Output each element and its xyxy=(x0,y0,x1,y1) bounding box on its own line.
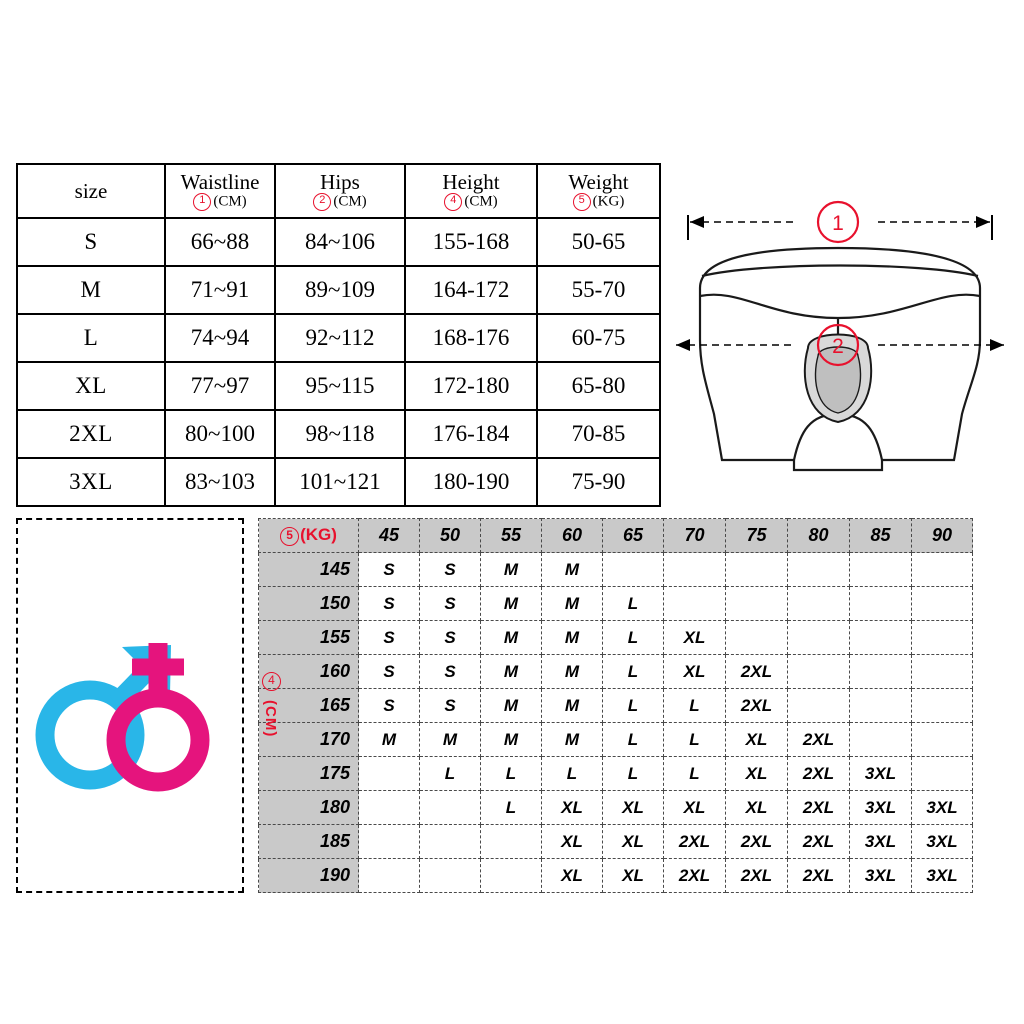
cell-waistline: 66~88 xyxy=(165,218,275,266)
matrix-cell: L xyxy=(603,757,664,791)
matrix-cell xyxy=(359,859,420,893)
cell-height: 155-168 xyxy=(405,218,537,266)
matrix-cell: L xyxy=(420,757,481,791)
table-row xyxy=(17,458,660,506)
matrix-cell: XL xyxy=(726,757,788,791)
matrix-row xyxy=(259,621,973,655)
table-row xyxy=(17,362,660,410)
matrix-cell: 2XL xyxy=(788,757,850,791)
marker-1-icon: 1 xyxy=(193,193,211,211)
matrix-cell: L xyxy=(664,689,726,723)
matrix-cell: 3XL xyxy=(850,757,912,791)
cell-weight: 70-85 xyxy=(537,410,660,458)
matrix-cell: M xyxy=(542,553,603,587)
cell-size: 2XL xyxy=(17,410,165,458)
header-cell-height xyxy=(405,164,537,218)
matrix-row-head-height: 150 xyxy=(259,587,359,621)
size-chart-table xyxy=(16,163,661,507)
matrix-cell: S xyxy=(420,587,481,621)
matrix-cell: S xyxy=(359,621,420,655)
table-row xyxy=(17,266,660,314)
marker-2-text: 2 xyxy=(832,335,844,358)
matrix-cell: XL xyxy=(664,621,726,655)
matrix-cell xyxy=(359,791,420,825)
matrix-cell xyxy=(788,655,850,689)
header-unit-height: (CM) xyxy=(464,193,498,210)
matrix-cell: XL xyxy=(603,859,664,893)
marker-4-icon: 4 xyxy=(444,193,462,211)
matrix-col-head-weight: 55 xyxy=(481,519,542,553)
matrix-row xyxy=(259,553,973,587)
marker-1-text: 1 xyxy=(832,212,844,235)
matrix-cell: 3XL xyxy=(912,825,973,859)
matrix-cell xyxy=(912,757,973,791)
matrix-row-head-height: 160 xyxy=(259,655,359,689)
matrix-cell xyxy=(850,723,912,757)
cell-hips: 92~112 xyxy=(275,314,405,362)
header-label-waistline: Waistline xyxy=(180,169,260,194)
cell-height: 168-176 xyxy=(405,314,537,362)
matrix-col-head-weight: 90 xyxy=(912,519,973,553)
matrix-cell xyxy=(726,587,788,621)
cell-weight: 65-80 xyxy=(537,362,660,410)
header-cell-hips xyxy=(275,164,405,218)
cell-size: 3XL xyxy=(17,458,165,506)
matrix-cell: M xyxy=(481,553,542,587)
matrix-cell xyxy=(788,689,850,723)
matrix-col-head-weight: 75 xyxy=(726,519,788,553)
marker-2-icon: 2 xyxy=(313,193,331,211)
matrix-row-head-height: 175 xyxy=(259,757,359,791)
cell-height: 180-190 xyxy=(405,458,537,506)
matrix-cell: 2XL xyxy=(726,825,788,859)
matrix-cell: M xyxy=(359,723,420,757)
matrix-col-head-weight: 80 xyxy=(788,519,850,553)
cell-height: 176-184 xyxy=(405,410,537,458)
cell-hips: 95~115 xyxy=(275,362,405,410)
cell-height: 164-172 xyxy=(405,266,537,314)
matrix-cell: L xyxy=(542,757,603,791)
matrix-row-head-height: 145 xyxy=(259,553,359,587)
matrix-cell: M xyxy=(542,689,603,723)
matrix-row xyxy=(259,791,973,825)
matrix-cell: M xyxy=(481,689,542,723)
matrix-cell: M xyxy=(542,723,603,757)
matrix-cell: L xyxy=(603,689,664,723)
cell-height: 172-180 xyxy=(405,362,537,410)
matrix-row xyxy=(259,859,973,893)
matrix-cell: 3XL xyxy=(912,791,973,825)
matrix-cell: 2XL xyxy=(726,655,788,689)
cell-size: XL xyxy=(17,362,165,410)
matrix-cell xyxy=(481,859,542,893)
matrix-cell xyxy=(912,689,973,723)
matrix-cell xyxy=(850,587,912,621)
cell-hips: 89~109 xyxy=(275,266,405,314)
matrix-row-head-height: 155 xyxy=(259,621,359,655)
cell-size: L xyxy=(17,314,165,362)
matrix-cell xyxy=(359,757,420,791)
size-matrix-panel xyxy=(258,518,972,893)
table-row xyxy=(17,314,660,362)
size-matrix-table xyxy=(258,518,973,893)
matrix-cell: XL xyxy=(664,655,726,689)
cell-size: S xyxy=(17,218,165,266)
matrix-cell: 3XL xyxy=(850,791,912,825)
header-label-weight: Weight xyxy=(568,169,629,194)
cell-waistline: 77~97 xyxy=(165,362,275,410)
matrix-col-head-weight: 60 xyxy=(542,519,603,553)
matrix-corner-label xyxy=(259,519,359,553)
matrix-cell xyxy=(603,553,664,587)
matrix-cell: M xyxy=(542,587,603,621)
cell-hips: 101~121 xyxy=(275,458,405,506)
marker-4-icon: 4 xyxy=(262,672,281,691)
matrix-cell: S xyxy=(359,689,420,723)
matrix-cell: 2XL xyxy=(726,859,788,893)
matrix-cell: M xyxy=(481,621,542,655)
matrix-cell: XL xyxy=(542,859,603,893)
header-cell-size xyxy=(17,164,165,218)
matrix-cell: M xyxy=(542,655,603,689)
matrix-cell: S xyxy=(359,655,420,689)
matrix-cell xyxy=(788,553,850,587)
matrix-cell xyxy=(726,553,788,587)
marker-5-icon: 5 xyxy=(573,193,591,211)
matrix-cell xyxy=(912,553,973,587)
header-unit-weight: (KG) xyxy=(592,193,625,210)
gender-symbols-panel xyxy=(16,518,244,893)
matrix-cell xyxy=(664,587,726,621)
matrix-cell: XL xyxy=(664,791,726,825)
matrix-cell: XL xyxy=(603,825,664,859)
matrix-col-head-weight: 45 xyxy=(359,519,420,553)
header-label-height: Height xyxy=(442,169,500,194)
matrix-cell: XL xyxy=(542,825,603,859)
matrix-row xyxy=(259,825,973,859)
matrix-row-head-height: 165 xyxy=(259,689,359,723)
matrix-cell: L xyxy=(603,655,664,689)
matrix-cell: M xyxy=(420,723,481,757)
matrix-cell xyxy=(850,689,912,723)
matrix-cell: 2XL xyxy=(788,791,850,825)
cell-size: M xyxy=(17,266,165,314)
matrix-row-head-height: 170 xyxy=(259,723,359,757)
matrix-cell: S xyxy=(420,655,481,689)
matrix-cell: S xyxy=(420,553,481,587)
matrix-cell: 2XL xyxy=(788,825,850,859)
matrix-cell xyxy=(912,655,973,689)
matrix-cell: XL xyxy=(726,723,788,757)
matrix-cell: L xyxy=(603,723,664,757)
matrix-cell: L xyxy=(603,621,664,655)
matrix-cell xyxy=(481,825,542,859)
cell-hips: 84~106 xyxy=(275,218,405,266)
matrix-cell xyxy=(912,587,973,621)
matrix-row xyxy=(259,689,973,723)
matrix-cell: XL xyxy=(726,791,788,825)
cell-weight: 60-75 xyxy=(537,314,660,362)
matrix-cell: S xyxy=(420,621,481,655)
header-cell-waistline xyxy=(165,164,275,218)
shorts-illustration-svg xyxy=(670,170,1010,500)
matrix-cell: M xyxy=(481,587,542,621)
matrix-cell xyxy=(420,825,481,859)
matrix-row-head-height: 190 xyxy=(259,859,359,893)
matrix-row xyxy=(259,587,973,621)
matrix-cell xyxy=(850,621,912,655)
matrix-header-row xyxy=(259,519,973,553)
cell-weight: 75-90 xyxy=(537,458,660,506)
header-label-hips: Hips xyxy=(320,169,360,194)
cell-weight: 55-70 xyxy=(537,266,660,314)
matrix-cell: M xyxy=(481,723,542,757)
matrix-row xyxy=(259,723,973,757)
matrix-cell: L xyxy=(481,757,542,791)
matrix-cell: 2XL xyxy=(726,689,788,723)
marker-5-icon: 5 xyxy=(280,527,299,546)
matrix-cell xyxy=(726,621,788,655)
header-unit-hips: (CM) xyxy=(333,193,367,210)
header-cell-weight xyxy=(537,164,660,218)
cell-weight: 50-65 xyxy=(537,218,660,266)
matrix-cell: S xyxy=(420,689,481,723)
matrix-row-head-height: 185 xyxy=(259,825,359,859)
table-row xyxy=(17,410,660,458)
gender-symbols-icon xyxy=(28,575,238,825)
matrix-cell xyxy=(850,655,912,689)
cell-waistline: 74~94 xyxy=(165,314,275,362)
matrix-cell: 2XL xyxy=(788,723,850,757)
matrix-cell: S xyxy=(359,553,420,587)
matrix-row-head-height: 180 xyxy=(259,791,359,825)
matrix-cell: L xyxy=(481,791,542,825)
matrix-cell: L xyxy=(664,757,726,791)
matrix-cell: M xyxy=(542,621,603,655)
table-row xyxy=(17,218,660,266)
shorts-diagram xyxy=(670,170,1010,500)
matrix-cell: XL xyxy=(542,791,603,825)
matrix-cell: 2XL xyxy=(664,825,726,859)
size-chart-header-row xyxy=(17,164,660,218)
female-symbol-icon xyxy=(116,643,200,782)
matrix-cell: L xyxy=(664,723,726,757)
cell-waistline: 80~100 xyxy=(165,410,275,458)
matrix-cell: S xyxy=(359,587,420,621)
matrix-cell xyxy=(788,587,850,621)
matrix-cell: M xyxy=(481,655,542,689)
matrix-cell: 3XL xyxy=(850,825,912,859)
matrix-row xyxy=(259,757,973,791)
matrix-side-unit: (CM) xyxy=(262,700,279,738)
cell-waistline: 83~103 xyxy=(165,458,275,506)
cell-hips: 98~118 xyxy=(275,410,405,458)
matrix-cell xyxy=(850,553,912,587)
matrix-cell xyxy=(912,723,973,757)
matrix-cell: 2XL xyxy=(788,859,850,893)
matrix-col-head-weight: 65 xyxy=(603,519,664,553)
matrix-cell xyxy=(912,621,973,655)
matrix-cell xyxy=(788,621,850,655)
matrix-cell xyxy=(420,859,481,893)
matrix-row xyxy=(259,655,973,689)
matrix-cell xyxy=(359,825,420,859)
matrix-corner-unit: (KG) xyxy=(300,525,337,545)
matrix-cell xyxy=(664,553,726,587)
header-unit-waistline: (CM) xyxy=(213,193,247,210)
matrix-cell xyxy=(420,791,481,825)
matrix-cell: XL xyxy=(603,791,664,825)
matrix-col-head-weight: 70 xyxy=(664,519,726,553)
matrix-col-head-weight: 50 xyxy=(420,519,481,553)
matrix-cell: 3XL xyxy=(850,859,912,893)
matrix-cell: 2XL xyxy=(664,859,726,893)
matrix-cell: L xyxy=(603,587,664,621)
matrix-cell: 3XL xyxy=(912,859,973,893)
matrix-col-head-weight: 85 xyxy=(850,519,912,553)
header-label-size: size xyxy=(74,178,108,203)
cell-waistline: 71~91 xyxy=(165,266,275,314)
